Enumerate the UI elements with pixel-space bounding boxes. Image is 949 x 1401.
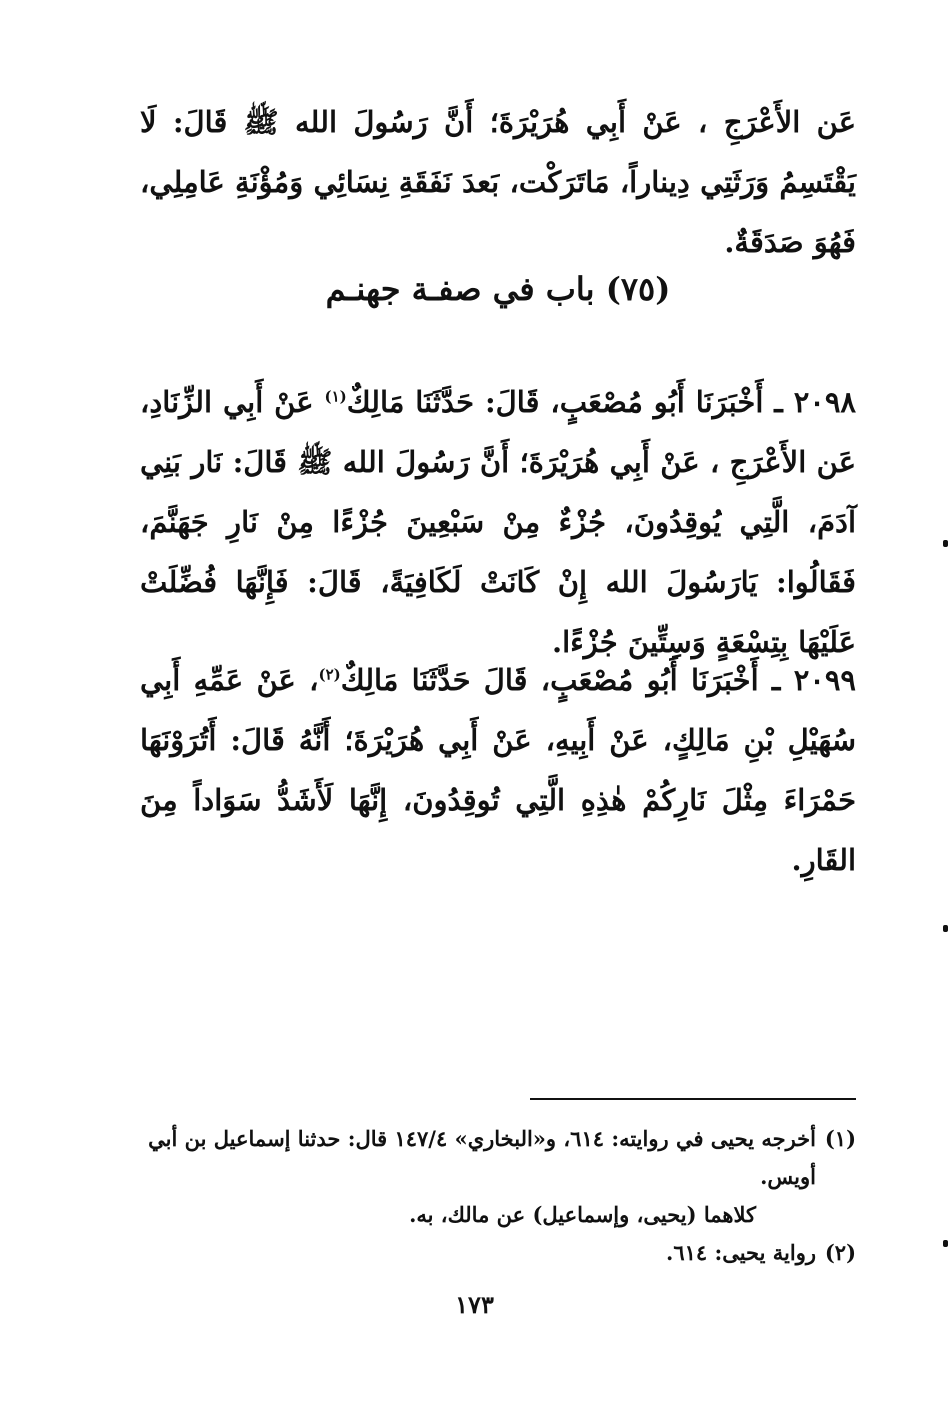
hadith-text-a: أَخْبَرَنَا أَبُو مُصْعَبٍ، قَالَ: حَدَّثَنَا مَالِكٌ [346, 385, 764, 419]
hadith-text-b: عَنْ أَبِي الزِّنَادِ، عَن الأَعْرَجِ ، عَنْ أَبِي هُرَيْرَةَ؛ أَنَّ رَسُولَ الله ﷺ قَالَ: نَار بَنِي آدَمَ، الَّتِي يُوقِدُونَ، جُزْءٌ مِنْ سَبْعِينَ جُزْءًا مِنْ نَارِ جَهَنَّمَ، فَقَالُوا: يَارَسُولَ الله إِنْ كَانَتْ لَكَافِيَةً، قَالَ: فَإِنَّهَا فُضِّلَتْ عَلَيْهَا بِتِسْعَةٍ وَسِتِّينَ جُزْءًا. [140, 385, 856, 659]
footnote-text: أخرجه يحيى في روايته: ٦١٤، و«البخاري» ١٤٧/٤ قال: حدثنا إسماعيل بن أبي [148, 1126, 816, 1151]
footnote-number: (١) [824, 1126, 856, 1151]
hadith-2098 [140, 372, 856, 672]
page-number: ١٧٣ [455, 1290, 494, 1319]
footnote-text: رواية يحيى: ٦١٤. [666, 1240, 816, 1265]
footnote-ref: (٢) [318, 665, 341, 684]
hadith-number: ٢٠٩٨ ـ [774, 385, 856, 419]
hadith-text-b: ، عَنْ عَمِّهِ أَبِي سُهَيْلِ بْنِ مَالِكٍ، عَنْ أَبِيهِ، عَنْ أَبِي هُرَيْرَةَ؛ أَنَّهُ قَالَ: أَتُرَوْنَهَا حَمْرَاءَ مِثْلَ نَارِكُمْ هٰذِهِ الَّتِي تُوقِدُونَ، إِنَّهَا لَأَشَدُّ سَوَاداً مِنَ القَارِ. [140, 663, 856, 877]
intro-paragraph [140, 92, 856, 272]
footnote-2 [140, 1234, 856, 1272]
edge-mark [943, 1240, 948, 1247]
edge-mark [943, 925, 948, 932]
chapter-heading: (٧٥) باب في صفـة جهنـم [325, 270, 671, 308]
hadith-2099 [140, 650, 856, 890]
footnote-ref: (١) [324, 387, 347, 406]
hadith-number: ٢٠٩٩ ـ [771, 663, 856, 697]
edge-mark [943, 540, 948, 547]
footnote-note: كلاهما (يحيى، وإسماعيل) عن مالك، به. [409, 1202, 756, 1227]
hadith-text-a: أَخْبَرَنَا أَبُو مُصْعَبٍ، قَالَ حَدَّثَنَا مَالِكٌ [340, 663, 759, 697]
footnotes [140, 1120, 856, 1272]
footnote-number: (٢) [824, 1240, 856, 1265]
intro-text: عَن الأَعْرَجِ ، عَنْ أَبِي هُرَيْرَةَ؛ أَنَّ رَسُولَ الله ﷺ قَالَ: لَا يَقْتَسِمُ وَرَثَتِي دِيناراً، مَاتَرَكْت، بَعدَ نَفَقَةِ نِسَائِي وَمُؤْنَةِ عَامِلِي، فَهُوَ صَدَقَةٌ. [140, 105, 856, 259]
footnote-1 [140, 1120, 856, 1234]
footnote-text-continued: أويس. [760, 1164, 816, 1189]
footnote-divider [530, 1098, 856, 1100]
